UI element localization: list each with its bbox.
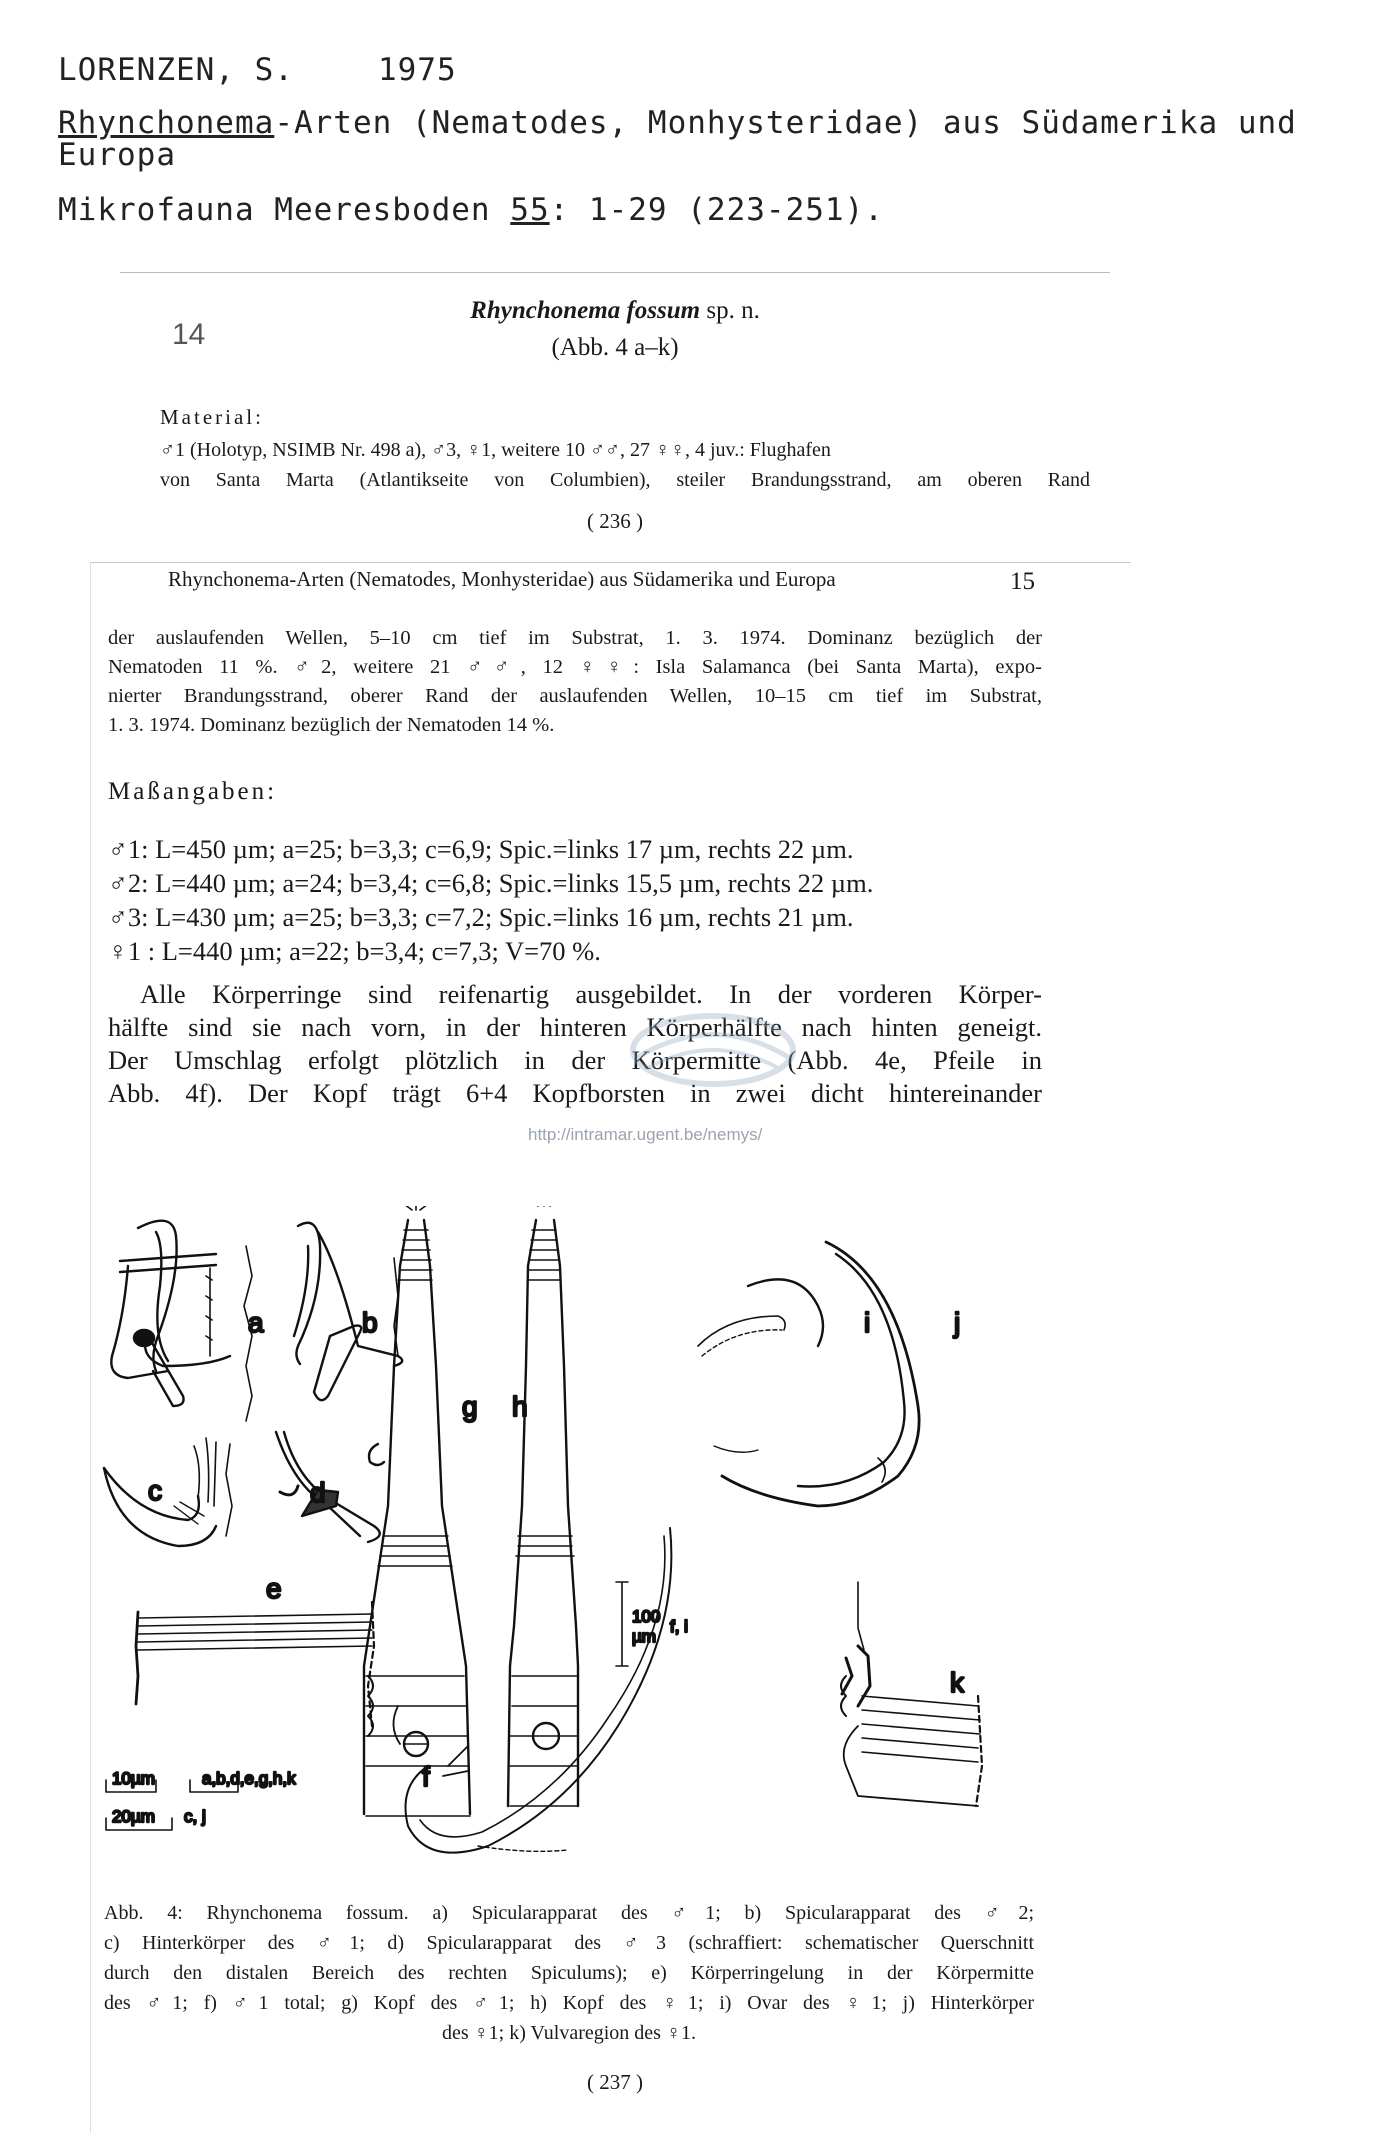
body-line: Nematoden 11 %. ♂2, weitere 21 ♂♂, 12 ♀♀: Isla Salamanca (bei Santa Marta), expo- (108, 656, 1042, 678)
caption-line: des ♂1; f) ♂1 total; g) Kopf des ♂1; h) Kopf des ♀1; i) Ovar des ♀1; j) Hinterkörper (104, 1992, 1034, 2014)
figure-panel-e-drawing (136, 1602, 374, 1736)
caption-line: durch den distalen Bereich des rechten Spiculums); e) Körperringelung in der Körpermitte (104, 1962, 1034, 1984)
citation-line-title (58, 105, 1297, 141)
page-number-237: ( 237 ) (587, 2070, 643, 2094)
scale-bar-100-drawing (616, 1582, 628, 1666)
citation-year: 1975 (377, 52, 457, 88)
species-figure-ref: (Abb. 4 a–k) (551, 334, 679, 361)
material-label: Material: (160, 405, 264, 429)
figure-label-i: i (864, 1307, 871, 1338)
figure-label-a: a (248, 1307, 264, 1338)
species-name: Rhynchonema fossum (470, 297, 701, 324)
material-line-1: ♂1 (Holotyp, NSIMB Nr. 498 a), ♂3, ♀1, weitere 10 ♂♂, 27 ♀♀, 4 juv.: Flughafen (160, 439, 831, 461)
citation-journal: Mikrofauna Meeresboden (58, 192, 491, 228)
citation-pages: : 1-29 (223-251). (549, 192, 884, 228)
figure-panel-i-j-drawing (698, 1242, 919, 1506)
body-line: der auslaufenden Wellen, 5–10 cm tief im Substrat, 1. 3. 1974. Dominanz bezüglich der (108, 627, 1042, 649)
figure-label-b: b (362, 1307, 378, 1338)
figure-label-j: j (954, 1307, 961, 1338)
figure-label-e: e (266, 1573, 282, 1604)
figure-4 (98, 1206, 1038, 1886)
caption-line: des ♀1; k) Vulvaregion des ♀1. (442, 2022, 696, 2044)
figure-panel-d-drawing (226, 1432, 384, 1542)
citation-volume: 55 (510, 192, 550, 228)
citation-line-journal (58, 192, 884, 228)
measurement-female-1: ♀1 : L=440 µm; a=22; b=3,4; c=7,3; V=70 %. (108, 936, 601, 966)
citation-title-rest: -Arten (Nematodes, Monhysteridae) aus Südamerika und (274, 105, 1297, 141)
page-number-236: ( 236 ) (587, 509, 643, 533)
citation-author: LORENZEN, S. (58, 52, 294, 88)
watermark-url: http://intramar.ugent.be/nemys/ (528, 1125, 763, 1144)
measurement-male-1: ♂1: L=450 µm; a=25; b=3,3; c=6,9; Spic.=links 17 µm, rechts 22 µm. (108, 834, 854, 864)
paragraph-line: Der Umschlag erfolgt plötzlich in der Körpermitte (Abb. 4e, Pfeile in (108, 1045, 1042, 1075)
scale-20-panels: c, j (184, 1807, 206, 1826)
citation-title-line2: Europa (58, 137, 176, 173)
scale-100-panels: f, i (670, 1617, 688, 1636)
figure-label-d: d (310, 1477, 326, 1508)
figure-panel-h-drawing (508, 1206, 578, 1806)
page-number-top: 15 (1010, 568, 1035, 595)
handwritten-number: 14 (172, 318, 206, 351)
measurement-male-3: ♂3: L=430 µm; a=25; b=3,3; c=7,2; Spic.=links 16 µm, rechts 21 µm. (108, 902, 854, 932)
running-header: Rhynchonema-Arten (Nematodes, Monhysteridae) aus Südamerika und Europa (168, 567, 836, 591)
scale-10-value: 10µm (112, 1769, 155, 1788)
body-line: nierter Brandungsstrand, oberer Rand der auslaufenden Wellen, 10–15 cm tief im Substrat, (108, 685, 1042, 707)
figure-panel-f-drawing (393, 1528, 671, 1853)
nemys-logo-watermark (618, 1002, 808, 1098)
figure-panel-a-drawing (111, 1221, 230, 1406)
figure-panel-g-drawing (364, 1206, 470, 1816)
measurement-male-2: ♂2: L=440 µm; a=24; b=3,4; c=6,8; Spic.=links 15,5 µm, rechts 22 µm. (108, 868, 874, 898)
measurements-label: Maßangaben: (108, 778, 278, 805)
figure-label-c: c (148, 1475, 162, 1506)
figure-panel-b-drawing (244, 1223, 402, 1421)
figure-label-g: g (462, 1391, 478, 1422)
scale-100-value: 100 (632, 1607, 661, 1626)
caption-line: Abb. 4: Rhynchonema fossum. a) Spicularapparat des ♂1; b) Spicularapparat des ♂2; (104, 1902, 1034, 1924)
figure-label-k: k (950, 1667, 964, 1698)
paragraph-line: Abb. 4f). Der Kopf trägt 6+4 Kopfborsten in zwei dicht hintereinander (108, 1078, 1042, 1108)
figure-label-f: f (422, 1761, 430, 1792)
citation-genus: Rhynchonema (58, 105, 275, 141)
citation-line-author (58, 52, 457, 88)
scale-10-panels: a,b,d,e,g,h,k (202, 1769, 296, 1788)
species-suffix: sp. n. (706, 297, 760, 324)
paragraph-line: hälfte sind sie nach vorn, in der hinteren Körperhälfte nach hinten geneigt. (108, 1012, 1042, 1042)
scale-100-unit: µm (632, 1627, 656, 1646)
scale-20-value: 20µm (112, 1807, 155, 1826)
material-line-2: von Santa Marta (Atlantikseite von Columbien), steiler Brandungsstrand, am oberen Rand (160, 469, 1090, 491)
figure-label-h: h (512, 1391, 528, 1422)
paragraph-line: Alle Körperringe sind reifenartig ausgebildet. In der vorderen Körper- (140, 979, 1042, 1009)
caption-line: c) Hinterkörper des ♂1; d) Spicularapparat des ♂3 (schraffiert: schematischer Querschnitt (104, 1932, 1034, 1954)
body-line: 1. 3. 1974. Dominanz bezüglich der Nematoden 14 %. (108, 714, 555, 736)
species-title (120, 297, 1110, 325)
